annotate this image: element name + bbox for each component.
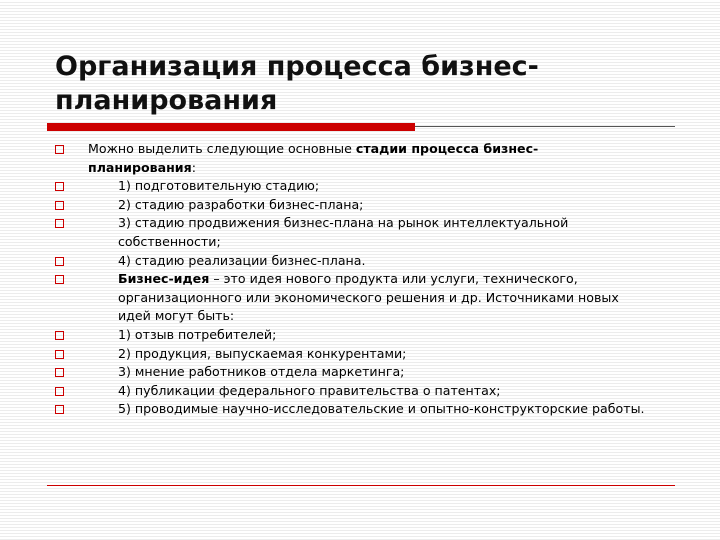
square-bullet-icon — [55, 201, 64, 210]
text: 4) стадию реализации бизнес-плана. — [118, 252, 366, 268]
text: – это идея нового продукта или услуги, технического, организационного или экономического решения и др. Источниками новых идей могут быть: — [118, 271, 619, 324]
text: 3) стадию продвижения бизнес-плана на рынок интеллектуальной собственности; — [118, 215, 569, 249]
list-item-text — [88, 345, 645, 364]
text: 2) продукция, выпускаемая конкурентами; — [118, 345, 407, 361]
list-item-text — [88, 382, 645, 401]
list-item — [55, 400, 645, 419]
list-item — [55, 382, 645, 401]
text: 1) подготовительную стадию; — [118, 178, 320, 194]
list-item — [55, 326, 645, 345]
list-item — [55, 252, 645, 271]
square-bullet-icon — [55, 182, 64, 191]
list-item-text — [88, 177, 645, 196]
list-item-text — [88, 270, 645, 326]
text: : — [191, 159, 196, 175]
list-item-text — [88, 252, 645, 271]
list-item-text — [88, 140, 645, 177]
square-bullet-icon — [55, 331, 64, 340]
list-item-text — [88, 400, 645, 419]
square-bullet-icon — [55, 257, 64, 266]
list-item — [55, 345, 645, 364]
square-bullet-icon — [55, 145, 64, 154]
list-item — [55, 177, 645, 196]
square-bullet-icon — [55, 219, 64, 228]
text: 2) стадию разработки бизнес-плана; — [118, 196, 364, 212]
list-item — [55, 196, 645, 215]
list-item-text — [88, 214, 645, 251]
list-item — [55, 214, 645, 251]
square-bullet-icon — [55, 405, 64, 414]
list-item — [55, 270, 645, 326]
text: 3) мнение работников отдела маркетинга; — [118, 364, 405, 380]
text: Можно выделить следующие основные — [88, 141, 356, 156]
slide-title: Организация процесса бизнес-планирования — [55, 51, 539, 116]
title-underline-bar — [47, 123, 415, 131]
list-item-text — [88, 196, 645, 215]
text: 4) публикации федерального правительства о патентах; — [118, 382, 501, 398]
title-underline-line — [415, 126, 675, 127]
text: 5) проводимые научно-исследовательские и опытно-конструкторские работы. — [118, 401, 645, 417]
list-item — [55, 363, 645, 382]
list-item — [55, 140, 645, 177]
footer-divider — [47, 485, 675, 486]
text: 1) отзыв потребителей; — [118, 326, 277, 342]
square-bullet-icon — [55, 275, 64, 284]
square-bullet-icon — [55, 387, 64, 396]
bold-text: Бизнес-идея — [118, 271, 210, 287]
bold-text: стадии процесса бизнес-планирования — [88, 141, 539, 175]
list-item-text — [88, 326, 645, 345]
list-item-text — [88, 363, 645, 382]
square-bullet-icon — [55, 368, 64, 377]
bullet-list — [55, 140, 645, 419]
square-bullet-icon — [55, 350, 64, 359]
